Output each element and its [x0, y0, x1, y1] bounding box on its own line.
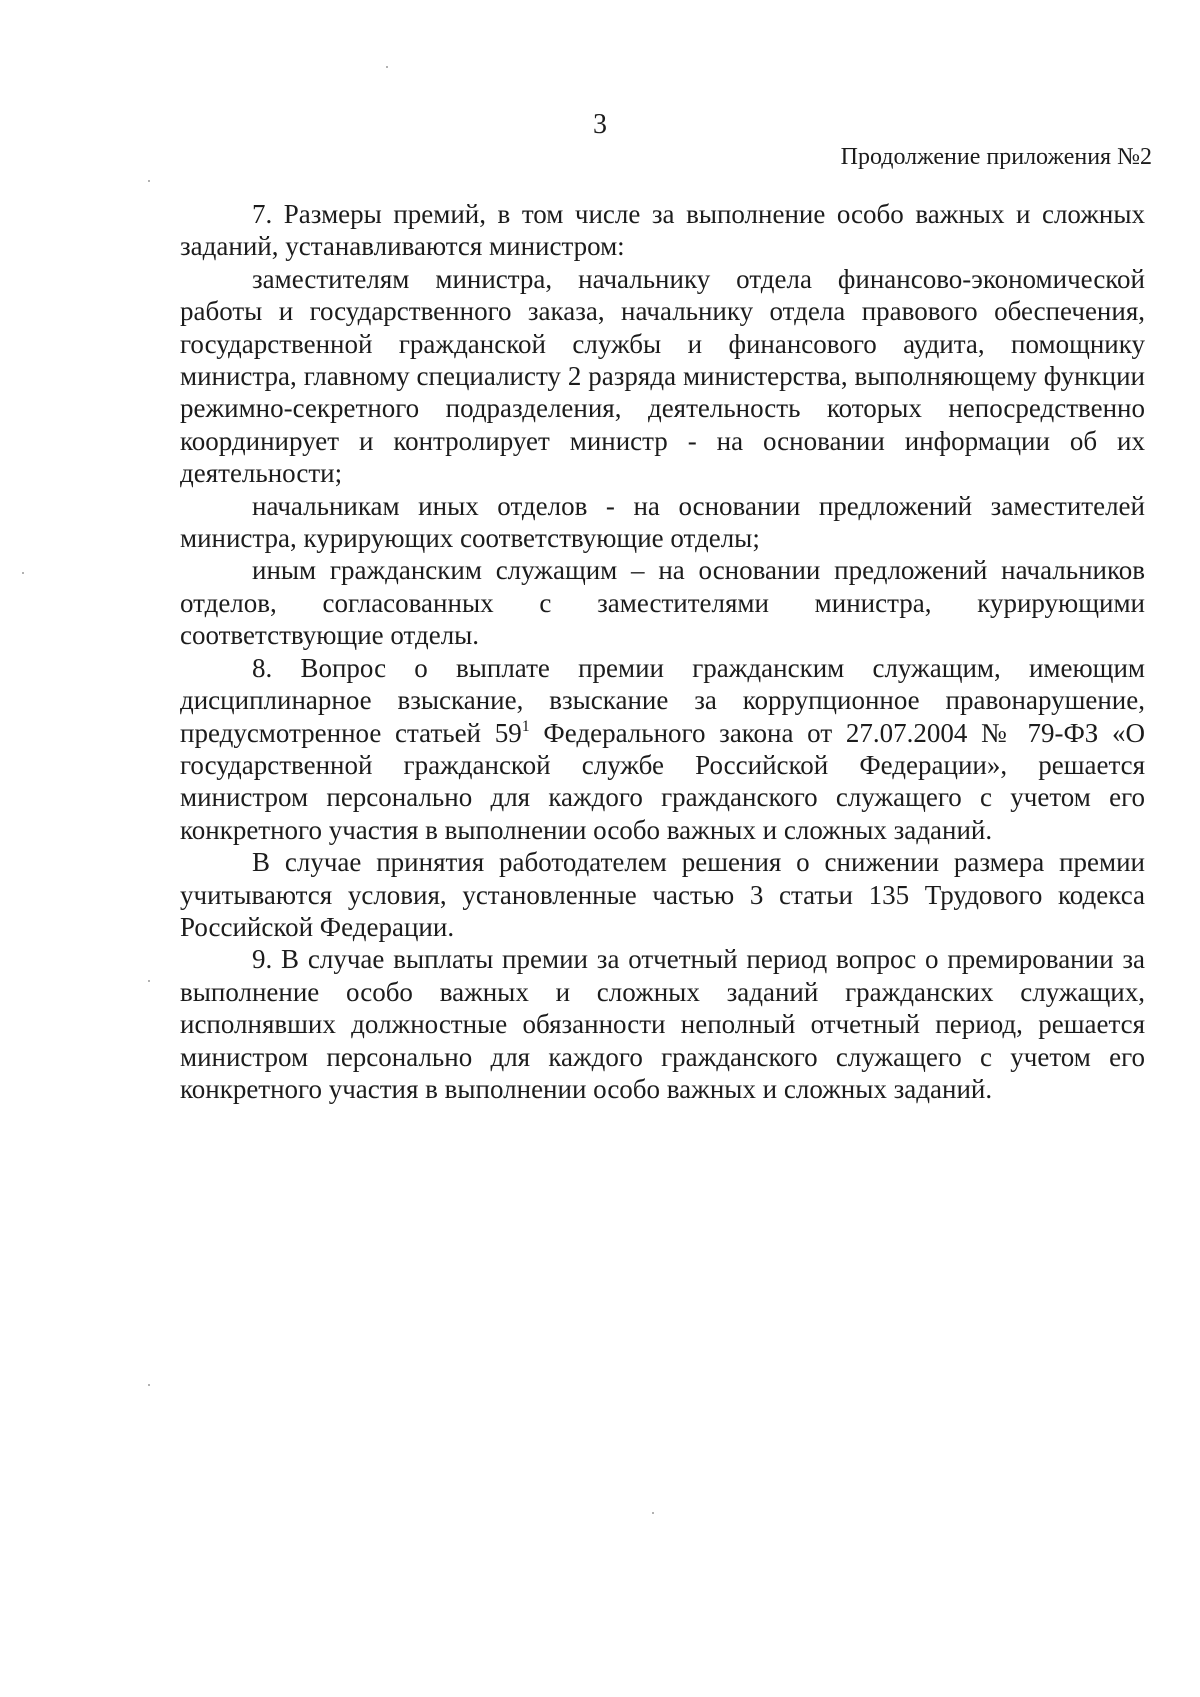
paragraph-8-text-before: 8. Вопрос о выплате премии гражданским служащим, имеющим дисциплинарное взыскание, взыскание за коррупционное правонарушение, предусмотренное статьей 59 [180, 652, 1145, 748]
article-superscript: 1 [521, 717, 530, 735]
paragraph-9: 9. В случае выплаты премии за отчетный период вопрос о премировании за выполнение особо важных и сложных заданий гражданских служащих, исполнявших должностные обязанности неполный отчетный период, решается министром персонально для каждого гражданского служащего с учетом его конкретного участия в выполнении особо важных и сложных заданий. [180, 944, 1145, 1104]
appendix-continuation-label: Продолжение приложения №2 [840, 144, 1152, 170]
paragraph-7-other-employees: иным гражданским служащим – на основании предложений начальников отделов, согласованных с заместителями министра, курирующими соответствующие отделы. [180, 555, 1145, 651]
paragraph-7-department-heads: начальникам иных отделов - на основании предложений заместителей министра, курирующих соответствующие отделы; [180, 490, 1145, 554]
paragraph-7-deputies: заместителям министра, начальнику отдела финансово-экономической работы и государственного заказа, начальнику отдела правового обеспечения, государственной гражданской службы и финансового аудита, помощнику министра, главному специалисту 2 разряда министерства, выполняющему функции режимно-секретного подразделения, деятельность которых непосредственно координирует и контролирует министр - на основании информации об их деятельности; [180, 263, 1145, 489]
scan-speck [148, 980, 150, 982]
scan-speck [148, 180, 150, 182]
document-body [180, 198, 1145, 1105]
scan-speck [652, 1512, 654, 1514]
paragraph-8 [180, 652, 1145, 846]
paragraph-7: 7. Размеры премий, в том числе за выполнение особо важных и сложных заданий, устанавливаются министром: [180, 199, 1145, 262]
paragraph-8-text-after: Федерального закона от 27.07.2004 № 79-ФЗ «О государственной гражданской службе Российской Федерации», решается министром персонально для каждого гражданского служащего с учетом его конкретного участия в выполнении особо важных и сложных заданий. [180, 717, 1145, 845]
paragraph-8-reduction: В случае принятия работодателем решения о снижении размера премии учитываются условия, установленные частью 3 статьи 135 Трудового кодекса Российской Федерации. [180, 847, 1145, 942]
scan-speck [386, 66, 388, 68]
scan-speck [148, 1384, 150, 1386]
page-number: 3 [593, 109, 607, 140]
scan-speck [22, 572, 24, 574]
